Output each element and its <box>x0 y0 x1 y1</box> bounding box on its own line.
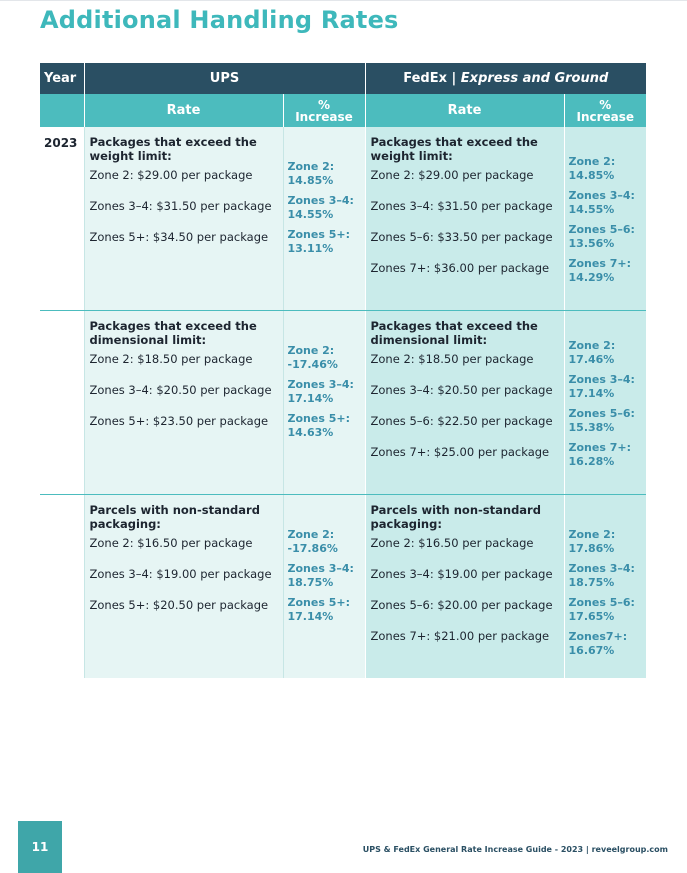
pct-item: Zone 2: 17.46% <box>568 339 616 366</box>
handling-rates-table <box>40 63 646 678</box>
pct-label: Increase <box>576 109 635 124</box>
fedex-header-suffix: Express and Ground <box>460 71 609 86</box>
pct-item: Zones 3–4: 17.14% <box>287 378 354 405</box>
pct-symbol: % <box>599 97 612 112</box>
ups-pct-cell <box>283 127 365 311</box>
year-cell: 2023 <box>40 127 84 311</box>
pct-item: Zone 2: -17.46% <box>287 344 338 371</box>
year-header: Year <box>40 63 84 94</box>
rate-line: Zones 3–4: $19.00 per package <box>370 567 553 581</box>
fedex-rate-cell <box>365 127 564 311</box>
pct-item: Zone 2: 14.85% <box>287 160 335 187</box>
ups-rate-cell <box>84 127 283 311</box>
pct-item: Zone 2: -17.86% <box>287 528 338 555</box>
rate-line: Zones 3–4: $20.50 per package <box>370 383 553 397</box>
ups-pct-cell <box>283 311 365 495</box>
rate-line: Zone 2: $29.00 per package <box>370 168 534 182</box>
fedex-pct-cell <box>564 127 646 311</box>
page-number: 11 <box>18 821 62 873</box>
ups-pct-cell <box>283 495 365 679</box>
ups-pct-header <box>283 94 365 127</box>
pct-item: Zones 3–4: 14.55% <box>568 189 635 216</box>
rate-line: Zone 2: $29.00 per package <box>89 168 253 182</box>
pct-item: Zones 5+: 14.63% <box>287 412 350 439</box>
ups-rate-header: Rate <box>84 94 283 127</box>
pct-item: Zone 2: 14.85% <box>568 155 616 182</box>
year-subheader <box>40 94 84 127</box>
pct-item: Zones 3–4: 18.75% <box>568 562 635 589</box>
rate-line: Zones 5+: $34.50 per package <box>89 230 269 244</box>
table-row <box>40 127 646 311</box>
fedex-rate-cell <box>365 495 564 679</box>
fedex-pct-cell <box>564 495 646 679</box>
ups-rate-cell <box>84 311 283 495</box>
rate-line: Zones 3–4: $31.50 per package <box>89 199 272 213</box>
rate-line: Zones 5–6: $22.50 per package <box>370 414 553 428</box>
rate-line: Zones 3–4: $20.50 per package <box>89 383 272 397</box>
pct-item: Zones 3–4: 18.75% <box>287 562 354 589</box>
pct-item: Zones 5+: 13.11% <box>287 228 350 255</box>
fedex-pct-cell <box>564 311 646 495</box>
year-cell <box>40 495 84 679</box>
table-subheader-row <box>40 94 646 127</box>
rate-line: Zones 5–6: $20.00 per package <box>370 598 553 612</box>
pct-item: Zones7+: 16.67% <box>568 630 628 657</box>
pct-item: Zones 5–6: 17.65% <box>568 596 635 623</box>
fedex-rate-header: Rate <box>365 94 564 127</box>
rate-heading: Packages that exceed the dimensional limit: <box>370 319 538 347</box>
rate-line: Zones 7+: $36.00 per package <box>370 261 550 275</box>
pct-item: Zones 5+: 17.14% <box>287 596 350 623</box>
ups-rate-cell <box>84 495 283 679</box>
pct-item: Zones 5–6: 13.56% <box>568 223 635 250</box>
pct-item: Zones 3–4: 17.14% <box>568 373 635 400</box>
rate-line: Zones 3–4: $31.50 per package <box>370 199 553 213</box>
ups-header: UPS <box>84 63 365 94</box>
pct-label: Increase <box>295 109 353 124</box>
rate-heading: Parcels with non-standard packaging: <box>370 503 541 531</box>
rate-line: Zone 2: $16.50 per package <box>89 536 253 550</box>
rate-line: Zone 2: $18.50 per package <box>89 352 253 366</box>
fedex-pct-header <box>564 94 646 127</box>
fedex-header-prefix: FedEx | <box>403 71 461 86</box>
rate-line: Zones 5+: $20.50 per package <box>89 598 269 612</box>
rate-line: Zones 7+: $25.00 per package <box>370 445 550 459</box>
rate-line: Zones 5–6: $33.50 per package <box>370 230 553 244</box>
pct-item: Zones 3–4: 14.55% <box>287 194 354 221</box>
fedex-rate-cell <box>365 311 564 495</box>
table-header-row <box>40 63 646 94</box>
pct-item: Zones 7+: 14.29% <box>568 257 631 284</box>
rate-heading: Parcels with non-standard packaging: <box>89 503 260 531</box>
rate-line: Zone 2: $18.50 per package <box>370 352 534 366</box>
table-row <box>40 311 646 495</box>
rate-heading: Packages that exceed the weight limit: <box>370 135 538 163</box>
pct-item: Zones 7+: 16.28% <box>568 441 631 468</box>
rate-heading: Packages that exceed the weight limit: <box>89 135 257 163</box>
footer-text: UPS & FedEx General Rate Increase Guide - 2023 | reveelgroup.com <box>362 845 668 854</box>
rate-line: Zones 5+: $23.50 per package <box>89 414 269 428</box>
fedex-header <box>365 63 646 94</box>
rate-line: Zones 7+: $21.00 per package <box>370 629 550 643</box>
rate-line: Zone 2: $16.50 per package <box>370 536 534 550</box>
page-title: Additional Handling Rates <box>40 6 399 34</box>
pct-item: Zone 2: 17.86% <box>568 528 616 555</box>
pct-item: Zones 5–6: 15.38% <box>568 407 635 434</box>
pct-symbol: % <box>317 97 331 112</box>
year-cell <box>40 311 84 495</box>
table-row <box>40 495 646 679</box>
top-divider <box>0 0 687 1</box>
rate-heading: Packages that exceed the dimensional limit: <box>89 319 257 347</box>
rate-line: Zones 3–4: $19.00 per package <box>89 567 272 581</box>
